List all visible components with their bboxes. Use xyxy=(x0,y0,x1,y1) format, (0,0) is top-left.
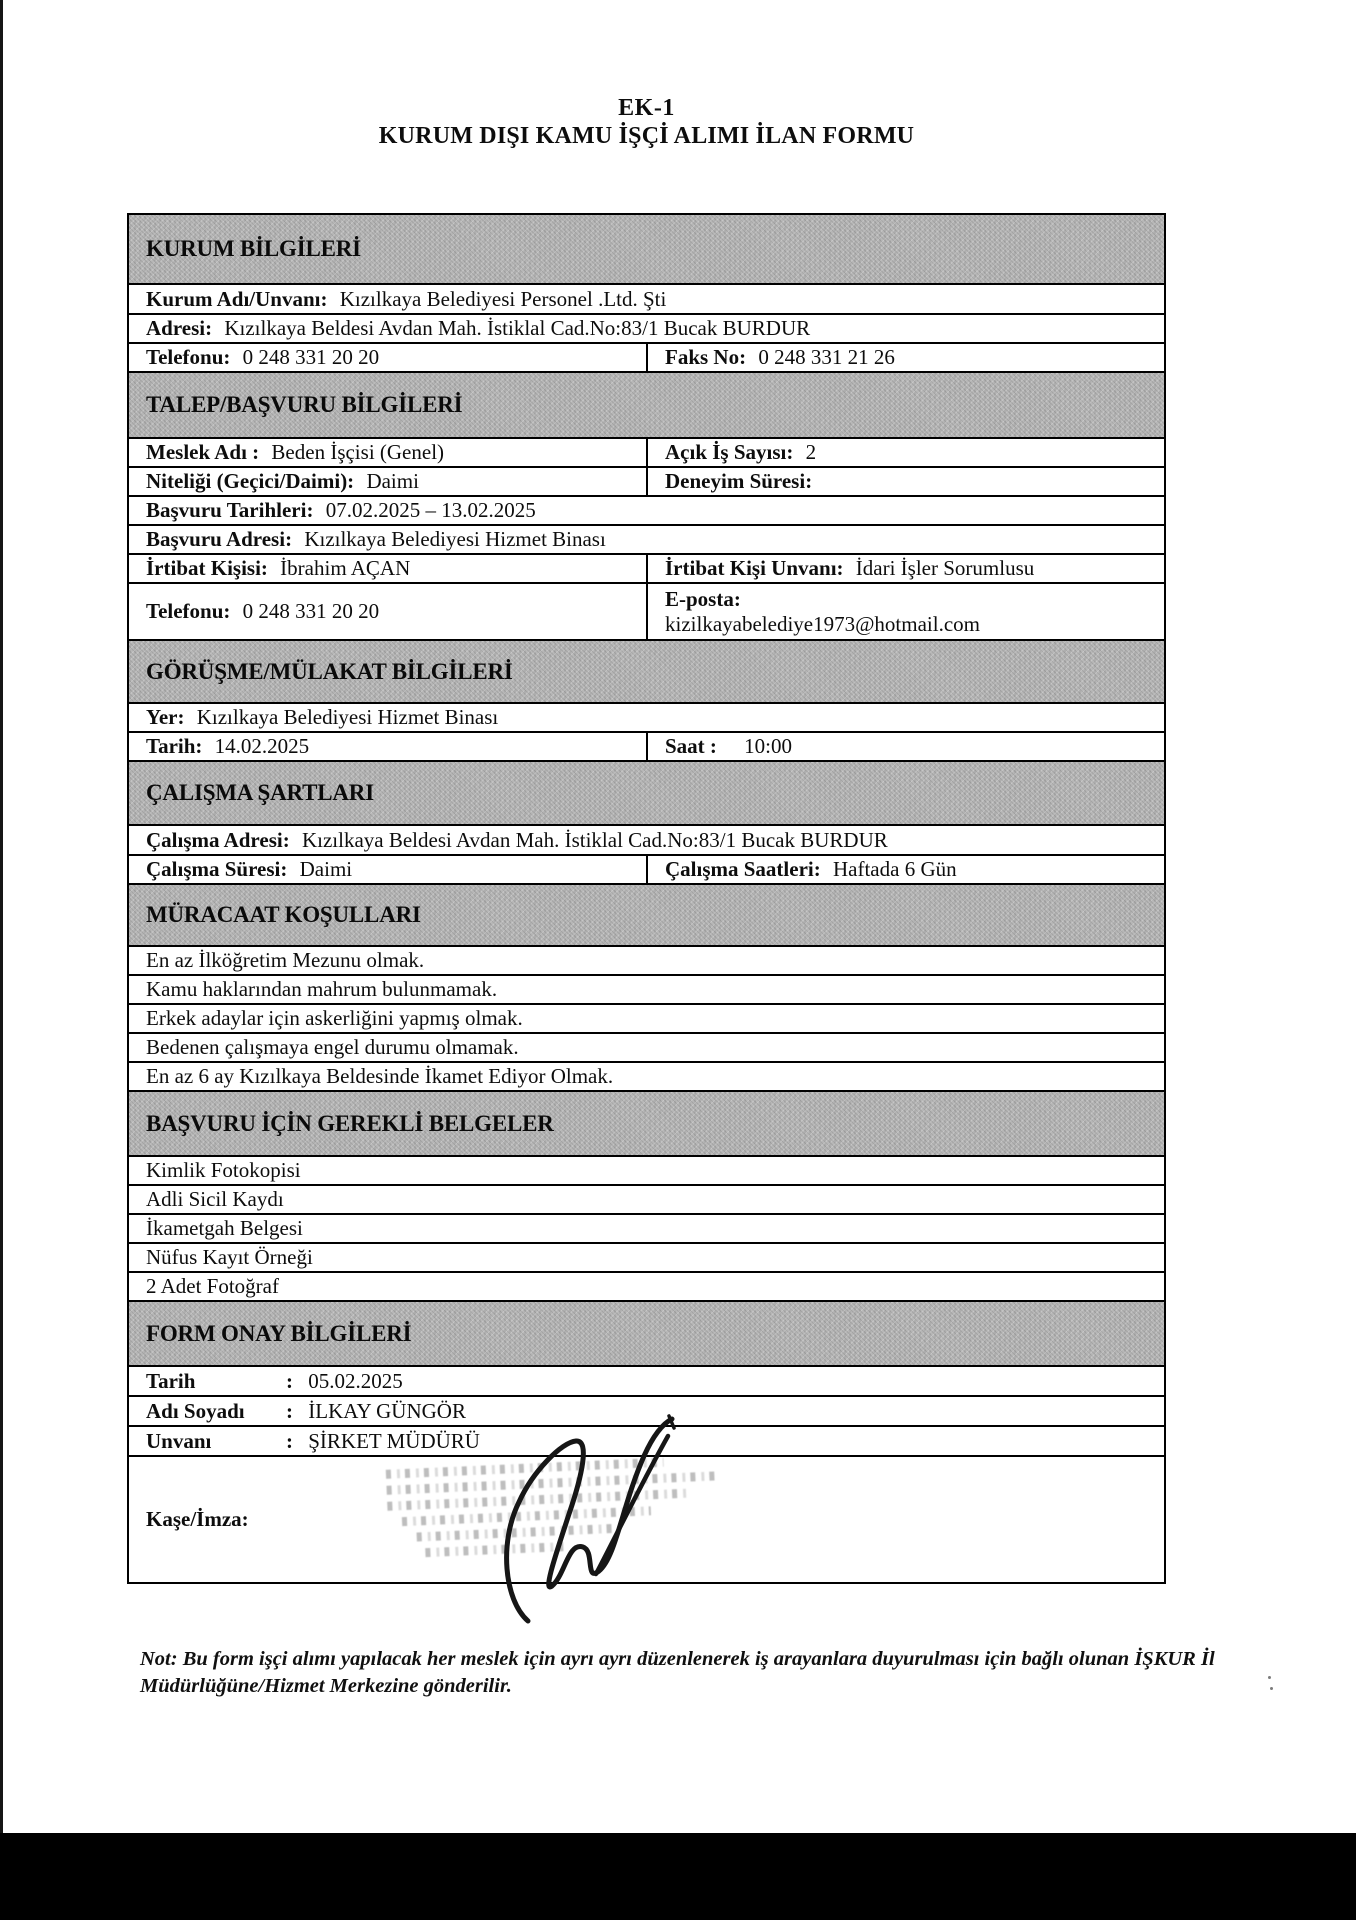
mulakat-tarih-value: 14.02.2025 xyxy=(214,734,310,759)
scan-edge-left xyxy=(0,0,3,1836)
onay-tarih-label: Tarih xyxy=(146,1368,196,1393)
note-label: Not: xyxy=(140,1648,178,1670)
calisma-suresi-label: Çalışma Süresi: xyxy=(146,857,288,882)
onay-adi-soyadi-value: İLKAY GÜNGÖR xyxy=(308,1398,466,1423)
row-basvuru-adresi xyxy=(129,526,1164,555)
row-calisma-suresi-saatleri xyxy=(129,856,1164,885)
section-header-kurum-bilgileri: KURUM BİLGİLERİ xyxy=(129,215,1164,285)
belge-item-5: 2 Adet Fotoğraf xyxy=(146,1274,279,1299)
muracaat-item-2: Kamu haklarından mahrum bulunmamak. xyxy=(146,977,498,1002)
list-item xyxy=(129,947,1164,976)
meslek-label: Meslek Adı : xyxy=(146,440,260,465)
row-basvuru-tarihleri xyxy=(129,497,1164,526)
mulakat-tarih-label: Tarih: xyxy=(146,734,203,759)
colon: : xyxy=(286,1368,293,1393)
section-header-talep-basvuru: TALEP/BAŞVURU BİLGİLERİ xyxy=(129,373,1164,439)
form-table xyxy=(127,213,1166,1584)
row-niteligi-deneyim xyxy=(129,468,1164,497)
row-adresi xyxy=(129,315,1164,344)
row-telefon-faks xyxy=(129,344,1164,373)
saat-value: 10:00 xyxy=(744,734,793,759)
telefonu-value: 0 248 331 20 20 xyxy=(242,345,380,370)
irtibat-kisisi-value: İbrahim AÇAN xyxy=(280,556,411,581)
list-item xyxy=(129,1186,1164,1215)
irtibat-kisisi-label: İrtibat Kişisi: xyxy=(146,556,268,581)
footer-note xyxy=(140,1646,1262,1700)
belge-item-2: Adli Sicil Kaydı xyxy=(146,1187,284,1212)
telefonu2-value: 0 248 331 20 20 xyxy=(242,599,380,624)
belge-item-1: Kimlik Fotokopisi xyxy=(146,1158,301,1183)
belge-item-4: Nüfus Kayıt Örneği xyxy=(146,1245,313,1270)
colon: : xyxy=(286,1428,293,1453)
kurum-adi-value: Kızılkaya Belediyesi Personel .Ltd. Şti xyxy=(339,286,667,311)
niteligi-label: Niteliği (Geçici/Daimi): xyxy=(146,469,355,494)
list-item xyxy=(129,1273,1164,1302)
belge-item-3: İkametgah Belgesi xyxy=(146,1216,303,1241)
onay-unvani-value: ŞİRKET MÜDÜRÜ xyxy=(308,1428,480,1453)
telefonu2-label: Telefonu: xyxy=(146,599,231,624)
acik-is-value: 2 xyxy=(805,440,817,465)
calisma-suresi-value: Daimi xyxy=(299,857,353,882)
irtibat-unvani-value: İdari İşler Sorumlusu xyxy=(855,556,1035,581)
list-item xyxy=(129,1157,1164,1186)
faks-label: Faks No: xyxy=(665,345,747,370)
onay-unvani-label: Unvanı xyxy=(146,1428,212,1453)
row-tarih-saat xyxy=(129,733,1164,762)
row-irtibat xyxy=(129,555,1164,584)
saat-label: Saat : xyxy=(665,734,717,759)
form-name: KURUM DIŞI KAMU İŞÇİ ALIMI İLAN FORMU xyxy=(378,123,915,150)
basvuru-adresi-label: Başvuru Adresi: xyxy=(146,527,293,552)
note-text: Bu form işçi alımı yapılacak her meslek için ayrı ayrı düzenlenerek iş arayanlara duyurulması için bağlı olunan İŞKUR İl Müdürlüğüne/Hizmet Merkezine gönderilir. xyxy=(140,1648,1215,1698)
onay-adi-soyadi-label: Adı Soyadı xyxy=(146,1398,245,1423)
scan-band-bottom xyxy=(0,1833,1356,1920)
telefonu-label: Telefonu: xyxy=(146,345,231,370)
row-kurum-adi xyxy=(129,285,1164,315)
section-header-gerekli-belgeler: BAŞVURU İÇİN GEREKLİ BELGELER xyxy=(129,1092,1164,1157)
colon: : xyxy=(286,1398,293,1423)
kurum-adi-label: Kurum Adı/Unvanı: xyxy=(146,286,328,311)
kase-imza-label: Kaşe/İmza: xyxy=(146,1507,249,1532)
section-header-form-onay: FORM ONAY BİLGİLERİ xyxy=(129,1302,1164,1367)
handwritten-signature xyxy=(472,1414,688,1622)
list-item xyxy=(129,1215,1164,1244)
list-item xyxy=(129,976,1164,1005)
row-meslek-acikis xyxy=(129,439,1164,468)
basvuru-adresi-value: Kızılkaya Belediyesi Hizmet Binası xyxy=(304,527,606,552)
deneyim-label: Deneyim Süresi: xyxy=(665,469,813,494)
eposta-label: E-posta: xyxy=(665,587,741,612)
basvuru-tarihleri-label: Başvuru Tarihleri: xyxy=(146,498,314,523)
row-calisma-adresi xyxy=(129,826,1164,856)
section-header-calisma-sartlari: ÇALIŞMA ŞARTLARI xyxy=(129,762,1164,826)
row-onay-tarih xyxy=(129,1367,1164,1397)
list-item xyxy=(129,1063,1164,1092)
list-item xyxy=(129,1244,1164,1273)
muracaat-item-4: Bedenen çalışmaya engel durumu olmamak. xyxy=(146,1035,519,1060)
eposta-value: kizilkayabelediye1973@hotmail.com xyxy=(665,611,980,636)
yer-value: Kızılkaya Belediyesi Hizmet Binası xyxy=(196,705,499,730)
acik-is-label: Açık İş Sayısı: xyxy=(665,440,794,465)
irtibat-unvani-label: İrtibat Kişi Unvanı: xyxy=(665,556,844,581)
adresi-value: Kızılkaya Beldesi Avdan Mah. İstiklal Cad.No:83/1 Bucak BURDUR xyxy=(224,316,811,341)
section-header-muracaat-kosullari: MÜRACAAT KOŞULLARI xyxy=(129,885,1164,947)
row-yer xyxy=(129,704,1164,733)
calisma-saatleri-label: Çalışma Saatleri: xyxy=(665,857,821,882)
muracaat-item-1: En az İlköğretim Mezunu olmak. xyxy=(146,948,425,973)
calisma-adresi-label: Çalışma Adresi: xyxy=(146,827,290,852)
calisma-adresi-value: Kızılkaya Beldesi Avdan Mah. İstiklal Cad.No:83/1 Bucak BURDUR xyxy=(301,827,888,852)
basvuru-tarihleri-value: 07.02.2025 – 13.02.2025 xyxy=(325,498,536,523)
section-header-gorusme-mulakat: GÖRÜŞME/MÜLAKAT BİLGİLERİ xyxy=(129,641,1164,704)
list-item xyxy=(129,1034,1164,1063)
meslek-value: Beden İşçisi (Genel) xyxy=(271,440,445,465)
form-code: EK-1 xyxy=(618,95,675,121)
calisma-saatleri-value: Haftada 6 Gün xyxy=(832,857,957,882)
muracaat-item-5: En az 6 ay Kızılkaya Beldesinde İkamet Ediyor Olmak. xyxy=(146,1064,614,1089)
faks-value: 0 248 331 21 26 xyxy=(758,345,895,370)
list-item xyxy=(129,1005,1164,1034)
adresi-label: Adresi: xyxy=(146,316,213,341)
form-title xyxy=(127,94,1166,151)
niteligi-value: Daimi xyxy=(366,469,419,494)
muracaat-item-3: Erkek adaylar için askerliğini yapmış olmak. xyxy=(146,1006,523,1031)
yer-label: Yer: xyxy=(146,705,185,730)
onay-tarih-value: 05.02.2025 xyxy=(308,1368,403,1393)
row-telefon-eposta xyxy=(129,584,1164,641)
scan-artifact xyxy=(1268,1676,1274,1692)
